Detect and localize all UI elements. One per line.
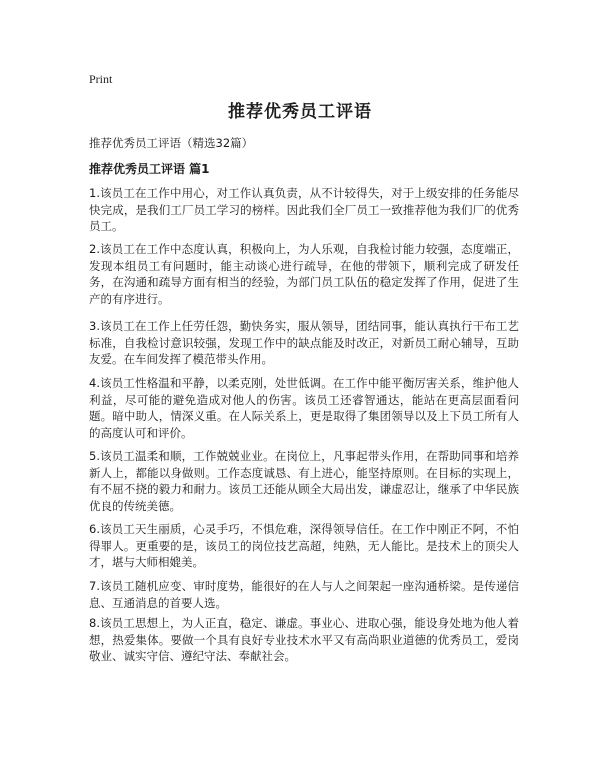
paragraph-3: 3.该员工在工作上任劳任怨，勤快务实，服从领导，团结同事，能认真执行干布工艺标准，自我检讨意识较强，发现工作中的缺点能及时改正，对新员工耐心辅导，互助友爱。在车间发挥了模范带头作用。 bbox=[89, 319, 519, 366]
paragraph-7: 7.该员工随机应变、审时度势，能很好的在人与人之间架起一座沟通桥梁。是传递信息、互通消息的首要人选。 bbox=[89, 579, 519, 610]
page-title: 推荐优秀员工评语 bbox=[228, 102, 372, 122]
document-subtitle: 推荐优秀员工评语（精选32篇） bbox=[89, 136, 254, 150]
paragraph-4: 4.该员工性格温和平静，以柔克刚，处世低调。在工作中能平衡厉害关系，维护他人利益，尽可能的避免造成对他人的伤害。该员工还睿智通达，能站在更高层面看问题。暗中助人，情深义重。在人际关系上，更是取得了集团领导以及上下员工所有人的高度认可和评价。 bbox=[89, 376, 519, 440]
paragraph-1: 1.该员工在工作中用心，对工作认真负责，从不计较得失，对于上级安排的任务能尽快完成，是我们工厂员工学习的榜样。因此我们全厂员工一致推荐他为我们厂的优秀员工。 bbox=[89, 186, 519, 233]
section-heading: 推荐优秀员工评语 篇1 bbox=[89, 162, 210, 176]
print-link[interactable]: Print bbox=[89, 72, 113, 86]
paragraph-8: 8.该员工思想上，为人正直，稳定、谦虚。事业心、进取心强，能设身处地为他人着想，热爱集体。要做一个具有良好专业技术水平又有高尚职业道德的优秀员工，爱岗敬业、诚实守信、遵纪守法、奉献社会。 bbox=[89, 616, 519, 663]
paragraph-6: 6.该员工天生丽质，心灵手巧，不惧危难，深得领导信任。在工作中刚正不阿，不怕得罪人。更重要的是，该员工的岗位技艺高超，纯熟，无人能比。是技术上的顶尖人才，堪与大师相媲美。 bbox=[89, 522, 519, 569]
paragraph-2: 2.该员工在工作中态度认真，积极向上，为人乐观，自我检讨能力较强，态度端正，发现本组员工有问题时，能主动谈心进行疏导，在他的带领下，顺利完成了研发任务，在沟通和疏导方面有相当的经验，为部门员工队伍的稳定发挥了作用，促进了生产的有序进行。 bbox=[89, 242, 519, 306]
paragraph-5: 5.该员工温柔和顺，工作兢兢业业。在岗位上，凡事起带头作用，在帮助同事和培养新人上，都能以身做则。工作态度诚恳、有上进心，能坚持原则。在目标的实现上，有不屈不挠的毅力和耐力。该员工还能从顾全大局出发，谦虚忍让，继承了中华民族优良的传统美德。 bbox=[89, 449, 519, 513]
